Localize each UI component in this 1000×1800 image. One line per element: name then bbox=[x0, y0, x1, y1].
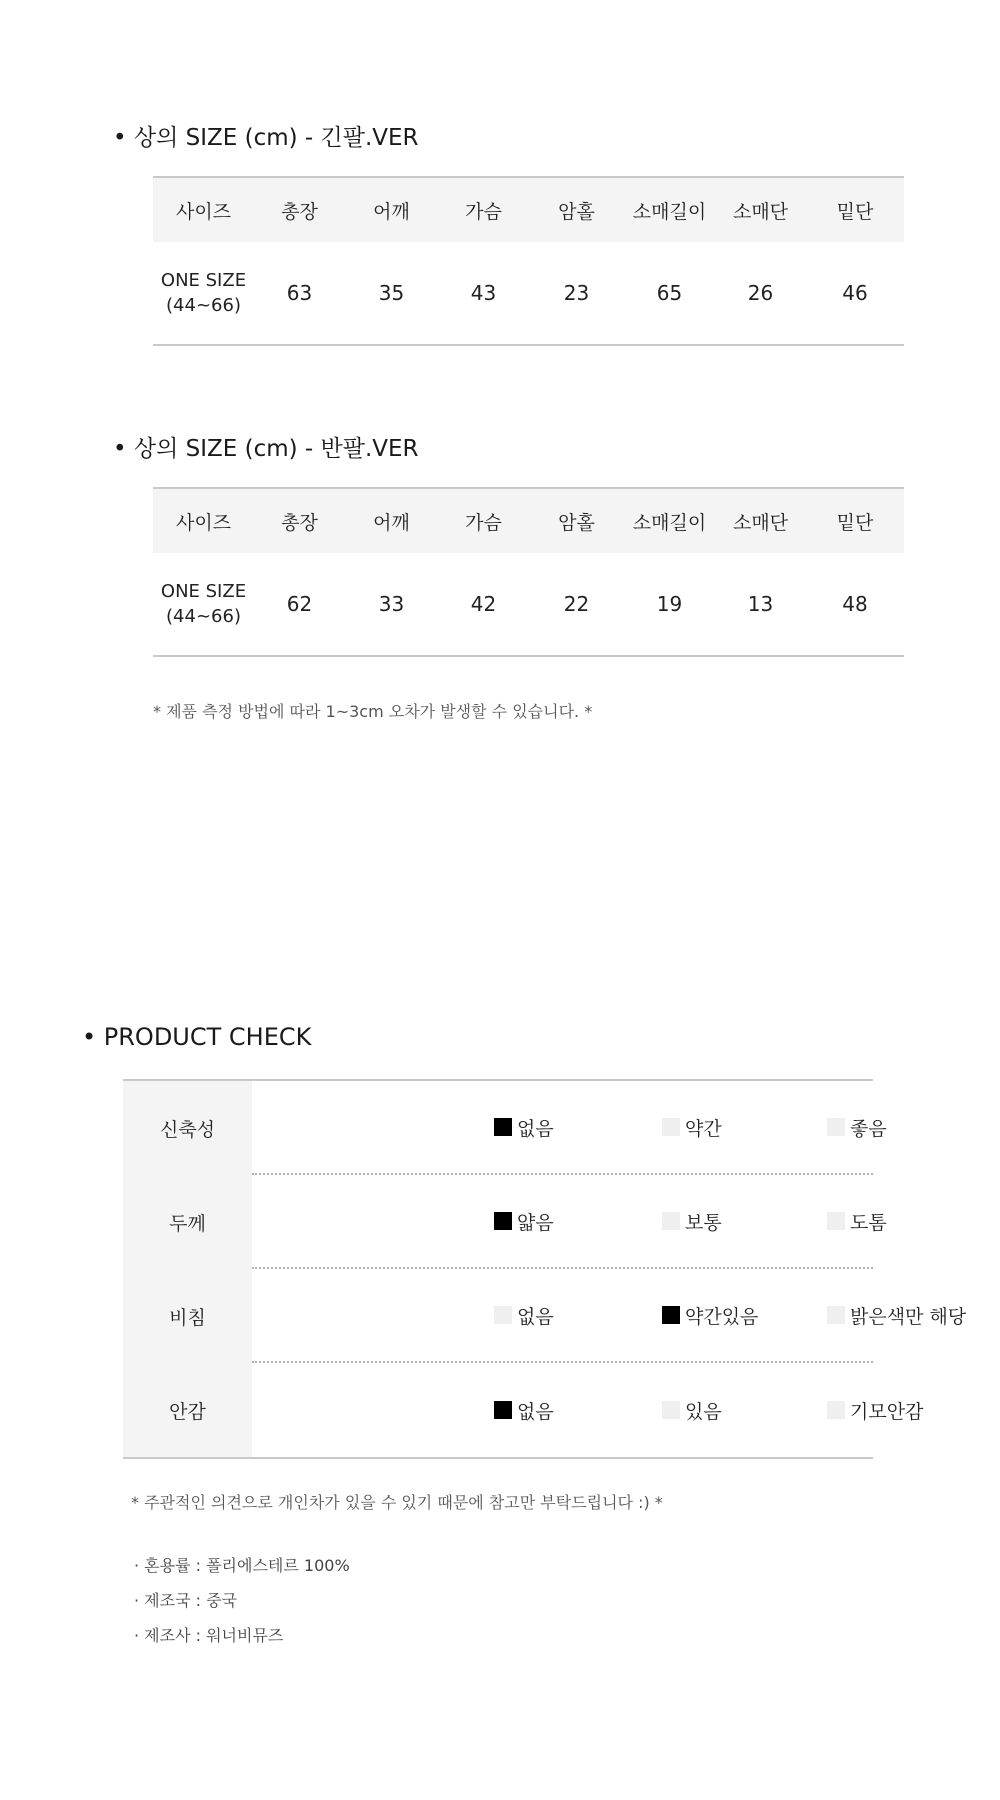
value-cell: 26 bbox=[747, 281, 774, 305]
check-options bbox=[252, 1175, 887, 1269]
header-cell: 밑단 bbox=[806, 488, 904, 553]
header-cell: 가슴 bbox=[438, 177, 529, 242]
table-row bbox=[153, 242, 904, 345]
header-cell: 사이즈 bbox=[153, 488, 254, 553]
check-option bbox=[662, 1175, 722, 1267]
header-cell: 암홀 bbox=[529, 488, 624, 553]
check-option bbox=[494, 1081, 554, 1173]
option-label: 보통 bbox=[685, 1211, 722, 1234]
header-cell: 밑단 bbox=[806, 177, 904, 242]
checkbox-icon bbox=[494, 1118, 512, 1136]
value-cell: 48 bbox=[842, 592, 868, 616]
check-options bbox=[252, 1081, 887, 1175]
size-table-title-short-sleeve: • 상의 SIZE (cm) - 반팔.VER bbox=[113, 436, 419, 462]
option-label: 없음 bbox=[517, 1400, 554, 1423]
option-label: 있음 bbox=[685, 1400, 722, 1423]
header-cell: 소매길이 bbox=[624, 177, 715, 242]
value-cell: 65 bbox=[656, 281, 683, 305]
option-label: 없음 bbox=[517, 1305, 554, 1328]
checkbox-icon bbox=[662, 1118, 680, 1136]
size-cell bbox=[153, 553, 254, 656]
checkbox-icon bbox=[827, 1306, 845, 1324]
size-range: (44~66) bbox=[166, 295, 241, 316]
table-header-row bbox=[153, 177, 904, 242]
size-table-short-sleeve bbox=[153, 487, 904, 657]
info-country: · 제조국 : 중국 bbox=[134, 1591, 238, 1610]
check-row-label: 안감 bbox=[123, 1363, 252, 1457]
header-cell: 소매단 bbox=[715, 177, 806, 242]
header-cell: 사이즈 bbox=[153, 177, 254, 242]
value-cell: 62 bbox=[286, 592, 313, 616]
size-note: * 제품 측정 방법에 따라 1~3cm 오차가 발생할 수 있습니다. * bbox=[153, 702, 593, 721]
header-cell: 어깨 bbox=[345, 177, 438, 242]
info-manufacturer: · 제조사 : 워너비뮤즈 bbox=[134, 1626, 284, 1645]
option-label: 밝은색만 해당 bbox=[850, 1305, 967, 1328]
value-cell: 19 bbox=[656, 592, 683, 616]
check-option bbox=[827, 1175, 887, 1267]
value-cell: 42 bbox=[470, 592, 497, 616]
option-label: 얇음 bbox=[517, 1211, 554, 1234]
checkbox-icon bbox=[662, 1306, 680, 1324]
check-row-label: 비침 bbox=[123, 1269, 252, 1363]
option-label: 좋음 bbox=[850, 1117, 887, 1140]
header-cell: 총장 bbox=[254, 488, 345, 553]
size-table-title-long-sleeve: • 상의 SIZE (cm) - 긴팔.VER bbox=[113, 125, 419, 151]
option-label: 기모안감 bbox=[850, 1400, 924, 1423]
checkbox-icon bbox=[827, 1118, 845, 1136]
value-cell: 46 bbox=[842, 281, 868, 305]
check-option bbox=[494, 1363, 554, 1457]
check-option bbox=[827, 1269, 966, 1361]
check-options bbox=[252, 1363, 924, 1457]
table-row bbox=[153, 553, 904, 656]
value-cell: 43 bbox=[470, 281, 497, 305]
check-option bbox=[827, 1081, 887, 1173]
header-cell: 가슴 bbox=[438, 488, 529, 553]
header-cell: 암홀 bbox=[529, 177, 624, 242]
check-row-thickness bbox=[123, 1175, 887, 1269]
check-option bbox=[662, 1269, 758, 1361]
header-cell: 소매단 bbox=[715, 488, 806, 553]
value-cell: 35 bbox=[378, 281, 405, 305]
check-row-stretch bbox=[123, 1081, 887, 1175]
size-table-long-sleeve bbox=[153, 176, 904, 346]
header-cell: 어깨 bbox=[345, 488, 438, 553]
size-name: ONE SIZE bbox=[160, 270, 247, 291]
option-label: 약간있음 bbox=[685, 1305, 759, 1328]
checkbox-icon bbox=[494, 1212, 512, 1230]
value-cell: 13 bbox=[747, 592, 774, 616]
checkbox-icon bbox=[662, 1401, 680, 1419]
check-row-label: 신축성 bbox=[123, 1081, 252, 1175]
header-cell: 소매길이 bbox=[624, 488, 715, 553]
check-option bbox=[662, 1081, 722, 1173]
value-cell: 23 bbox=[563, 281, 590, 305]
check-option bbox=[662, 1363, 722, 1457]
size-range: (44~66) bbox=[166, 606, 241, 627]
check-option bbox=[494, 1175, 554, 1267]
checkbox-icon bbox=[494, 1306, 512, 1324]
value-cell: 63 bbox=[286, 281, 313, 305]
product-check-title: • PRODUCT CHECK bbox=[82, 1023, 312, 1051]
value-cell: 22 bbox=[563, 592, 590, 616]
product-check-note: * 주관적인 의견으로 개인차가 있을 수 있기 때문에 참고만 부탁드립니다 :) * bbox=[131, 1493, 663, 1512]
checkbox-icon bbox=[827, 1401, 845, 1419]
check-option bbox=[827, 1363, 923, 1457]
size-cell bbox=[153, 242, 254, 345]
option-label: 도톰 bbox=[850, 1211, 887, 1234]
checkbox-icon bbox=[494, 1401, 512, 1419]
option-label: 없음 bbox=[517, 1117, 554, 1140]
checkbox-icon bbox=[662, 1212, 680, 1230]
header-cell: 총장 bbox=[254, 177, 345, 242]
table-header-row bbox=[153, 488, 904, 553]
product-check-table bbox=[123, 1079, 967, 1459]
check-option bbox=[494, 1269, 554, 1361]
check-row-sheerness bbox=[123, 1269, 967, 1363]
size-name: ONE SIZE bbox=[160, 581, 247, 602]
option-label: 약간 bbox=[685, 1117, 722, 1140]
checkbox-icon bbox=[827, 1212, 845, 1230]
check-row-label: 두께 bbox=[123, 1175, 252, 1269]
check-options bbox=[252, 1269, 967, 1363]
info-material: · 혼용률 : 폴리에스테르 100% bbox=[134, 1556, 350, 1575]
check-row-lining bbox=[123, 1363, 924, 1457]
value-cell: 33 bbox=[378, 592, 405, 616]
